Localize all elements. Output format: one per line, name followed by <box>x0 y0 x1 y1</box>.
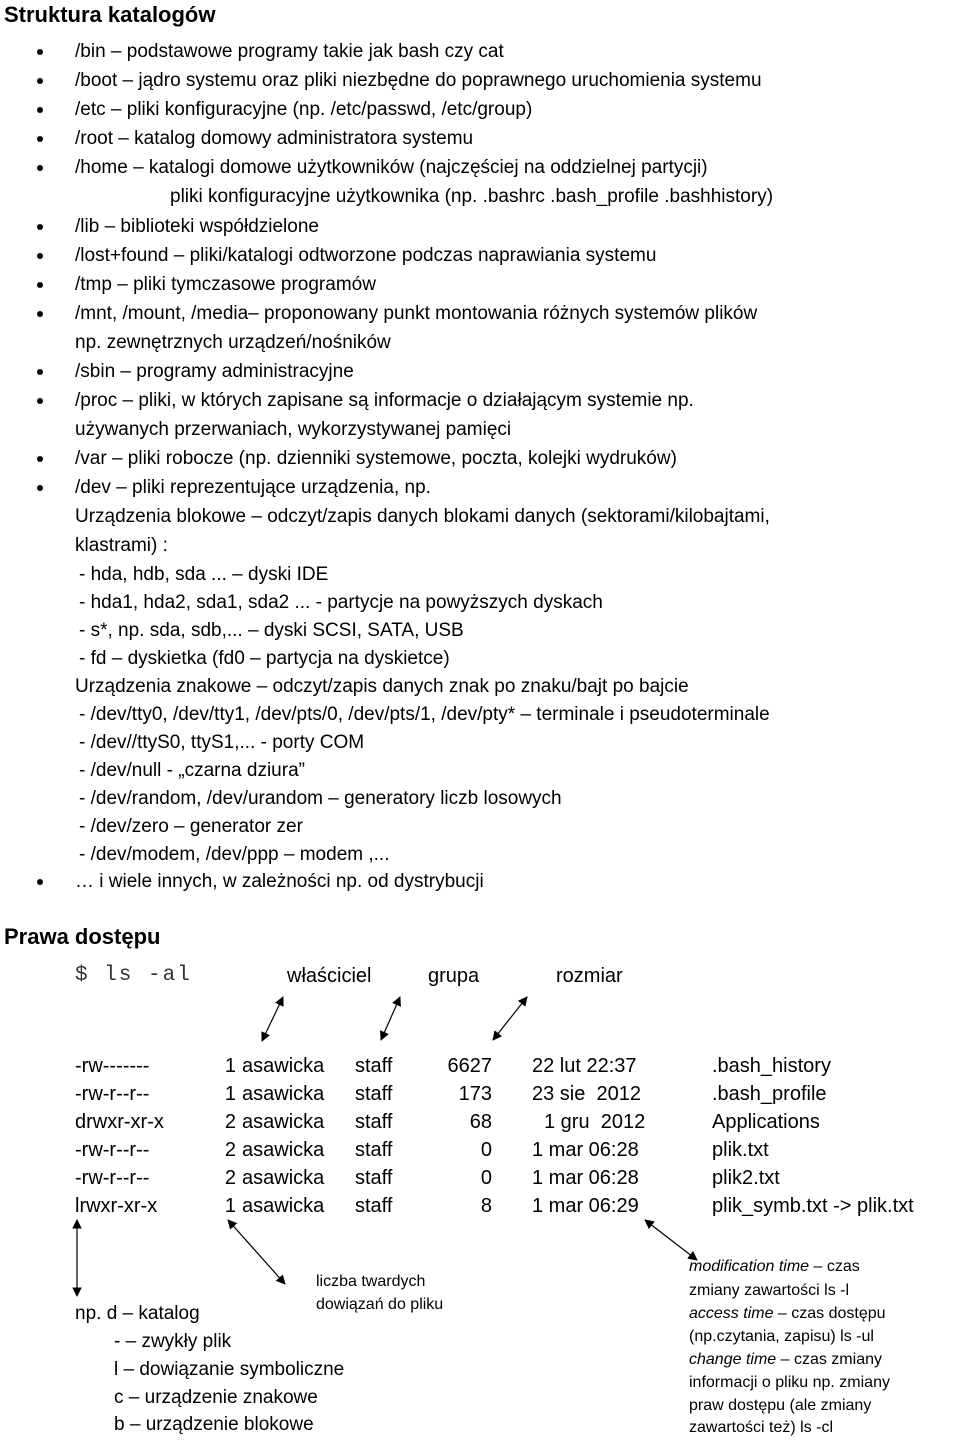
perm-cell: -rw-r--r-- <box>75 1167 150 1189</box>
date-cell: 1 mar 06:28 <box>532 1139 639 1161</box>
owner-cell: asawicka <box>242 1195 325 1217</box>
size-cell: 0 <box>480 1167 492 1189</box>
list-item: … i wiele innych, w zależności np. od dystrybucji <box>75 871 484 892</box>
modification-time-desc: – czas <box>809 1258 860 1275</box>
owner-cell: asawicka <box>242 1139 325 1161</box>
links-cell: 1 <box>224 1055 236 1077</box>
list-item: /tmp – pliki tymczasowe programów <box>75 274 376 295</box>
links-arrow <box>228 1220 285 1284</box>
list-item: /bin – podstawowe programy takie jak bash czy cat <box>75 41 504 62</box>
device-item: - /dev/modem, /dev/ppp – modem ,... <box>79 844 390 865</box>
change-time-note <box>689 1348 882 1371</box>
section-title-structure: Struktura katalogów <box>4 2 216 27</box>
perm-cell: lrwxr-xr-x <box>75 1195 158 1217</box>
list-item-continuation: pliki konfiguracyjne użytkownika (np. .bashrc .bash_profile .bashhistory) <box>170 186 774 207</box>
size-cell: 8 <box>480 1195 492 1217</box>
links-note-line: liczba twardych <box>316 1273 426 1290</box>
list-item: /var – pliki robocze (np. dzienniki systemowe, poczta, kolejki wydruków) <box>75 448 677 469</box>
block-devices-text: Urządzenia blokowe – odczyt/zapis danych blokami danych (sektorami/kilobajtami, <box>75 506 770 527</box>
header-size: rozmiar <box>556 965 623 987</box>
list-item: /mnt, /mount, /media– proponowany punkt montowania różnych systemów plików <box>75 303 758 324</box>
type-legend-item: l – dowiązanie symboliczne <box>114 1359 345 1380</box>
name-cell: .bash_history <box>712 1055 831 1077</box>
size-cell: 173 <box>458 1083 492 1105</box>
group-cell: staff <box>355 1167 393 1189</box>
date-cell: 23 sie 2012 <box>532 1083 641 1105</box>
perm-cell: drwxr-xr-x <box>75 1111 164 1133</box>
date-cell: 1 gru 2012 <box>544 1111 646 1133</box>
change-time-desc: – czas zmiany <box>776 1351 882 1368</box>
header-group: grupa <box>428 965 480 987</box>
list-item: /sbin – programy administracyjne <box>75 361 354 382</box>
list-item-continuation: np. zewnętrznych urządzeń/nośników <box>75 332 391 353</box>
list-item: /root – katalog domowy administratora systemu <box>75 128 474 149</box>
owner-cell: asawicka <box>242 1055 325 1077</box>
type-legend-item: - – zwykły plik <box>114 1331 232 1352</box>
device-item: - hda, hdb, sda ... – dyski IDE <box>79 564 329 585</box>
list-item: /lost+found – pliki/katalogi odtworzone podczas naprawiania systemu <box>75 245 657 266</box>
change-time-desc: praw dostępu (ale zmiany <box>689 1397 872 1414</box>
type-legend-item: c – urządzenie znakowe <box>114 1387 318 1408</box>
name-cell: plik.txt <box>712 1139 769 1161</box>
device-item: - /dev/random, /dev/urandom – generatory liczb losowych <box>79 788 562 809</box>
owner-cell: asawicka <box>242 1083 325 1105</box>
group-cell: staff <box>355 1055 393 1077</box>
perm-cell: -rw------- <box>75 1055 150 1077</box>
device-item: - s*, np. sda, sdb,... – dyski SCSI, SATA, USB <box>79 620 464 641</box>
list-item: /lib – biblioteki współdzielone <box>75 216 319 237</box>
time-arrow <box>645 1220 697 1260</box>
group-cell: staff <box>355 1195 393 1217</box>
date-cell: 1 mar 06:28 <box>532 1167 639 1189</box>
change-time-desc: zawartości też) ls -cl <box>689 1419 834 1436</box>
links-cell: 2 <box>224 1167 236 1189</box>
access-time-desc: – czas dostępu <box>773 1305 886 1322</box>
device-item: - /dev/null - „czarna dziura” <box>79 760 305 781</box>
perm-cell: -rw-r--r-- <box>75 1139 150 1161</box>
owner-cell: asawicka <box>242 1111 325 1133</box>
group-cell: staff <box>355 1111 393 1133</box>
group-arrow <box>381 997 400 1040</box>
links-cell: 1 <box>224 1083 236 1105</box>
links-cell: 2 <box>224 1139 236 1161</box>
date-cell: 1 mar 06:29 <box>532 1195 639 1217</box>
device-item: - /dev//ttyS0, ttyS1,... - porty COM <box>79 732 365 753</box>
name-cell: Applications <box>712 1111 820 1133</box>
device-item: - hda1, hda2, sda1, sda2 ... - partycje na powyższych dyskach <box>79 592 603 613</box>
char-devices-text: Urządzenia znakowe – odczyt/zapis danych znak po znaku/bajt po bajcie <box>75 676 689 697</box>
modification-time-desc: zmiany zawartości ls -l <box>689 1282 850 1299</box>
owner-cell: asawicka <box>242 1167 325 1189</box>
name-cell: plik_symb.txt -> plik.txt <box>712 1195 914 1217</box>
access-time-desc: (np.czytania, zapisu) ls -ul <box>689 1328 874 1345</box>
block-devices-text: klastrami) : <box>75 535 168 556</box>
owner-arrow <box>262 997 283 1041</box>
list-item: /etc – pliki konfiguracyjne (np. /etc/passwd, /etc/group) <box>75 99 533 120</box>
size-arrow <box>493 997 527 1040</box>
device-item: - /dev/tty0, /dev/tty1, /dev/pts/0, /dev/pts/1, /dev/pty* – terminale i pseudoterminale <box>79 704 770 725</box>
modification-time-note <box>689 1255 860 1278</box>
links-cell: 1 <box>224 1195 236 1217</box>
section-title-permissions: Prawa dostępu <box>4 924 161 949</box>
group-cell: staff <box>355 1139 393 1161</box>
perm-cell: -rw-r--r-- <box>75 1083 150 1105</box>
device-item: - /dev/zero – generator zer <box>79 816 303 837</box>
size-cell: 68 <box>469 1111 492 1133</box>
list-item: /dev – pliki reprezentujące urządzenia, np. <box>75 477 431 498</box>
access-time-term: access time <box>689 1305 774 1322</box>
access-time-note <box>689 1302 886 1325</box>
list-item: /boot – jądro systemu oraz pliki niezbędne do poprawnego uruchomienia systemu <box>75 70 762 91</box>
name-cell: .bash_profile <box>712 1083 827 1105</box>
change-time-term: change time <box>689 1351 777 1368</box>
command-line: $ ls -al <box>75 964 192 987</box>
modification-time-term: modification time <box>689 1258 810 1275</box>
list-item-continuation: używanych przerwaniach, wykorzystywanej pamięci <box>75 419 512 440</box>
size-cell: 6627 <box>447 1055 492 1077</box>
header-owner: właściciel <box>287 965 372 987</box>
type-legend-item: np. d – katalog <box>75 1303 200 1324</box>
size-cell: 0 <box>480 1139 492 1161</box>
list-item: /home – katalogi domowe użytkowników (najczęściej na oddzielnej partycji) <box>75 157 708 178</box>
device-item: - fd – dyskietka (fd0 – partycja na dyskietce) <box>79 648 450 669</box>
type-legend-item: b – urządzenie blokowe <box>114 1414 314 1435</box>
group-cell: staff <box>355 1083 393 1105</box>
list-item: /proc – pliki, w których zapisane są informacje o działającym systemie np. <box>75 390 694 411</box>
date-cell: 22 lut 22:37 <box>532 1055 637 1077</box>
links-note-line: dowiązań do pliku <box>316 1296 444 1313</box>
links-cell: 2 <box>224 1111 236 1133</box>
name-cell: plik2.txt <box>712 1167 780 1189</box>
change-time-desc: informacji o pliku np. zmiany <box>689 1374 890 1391</box>
